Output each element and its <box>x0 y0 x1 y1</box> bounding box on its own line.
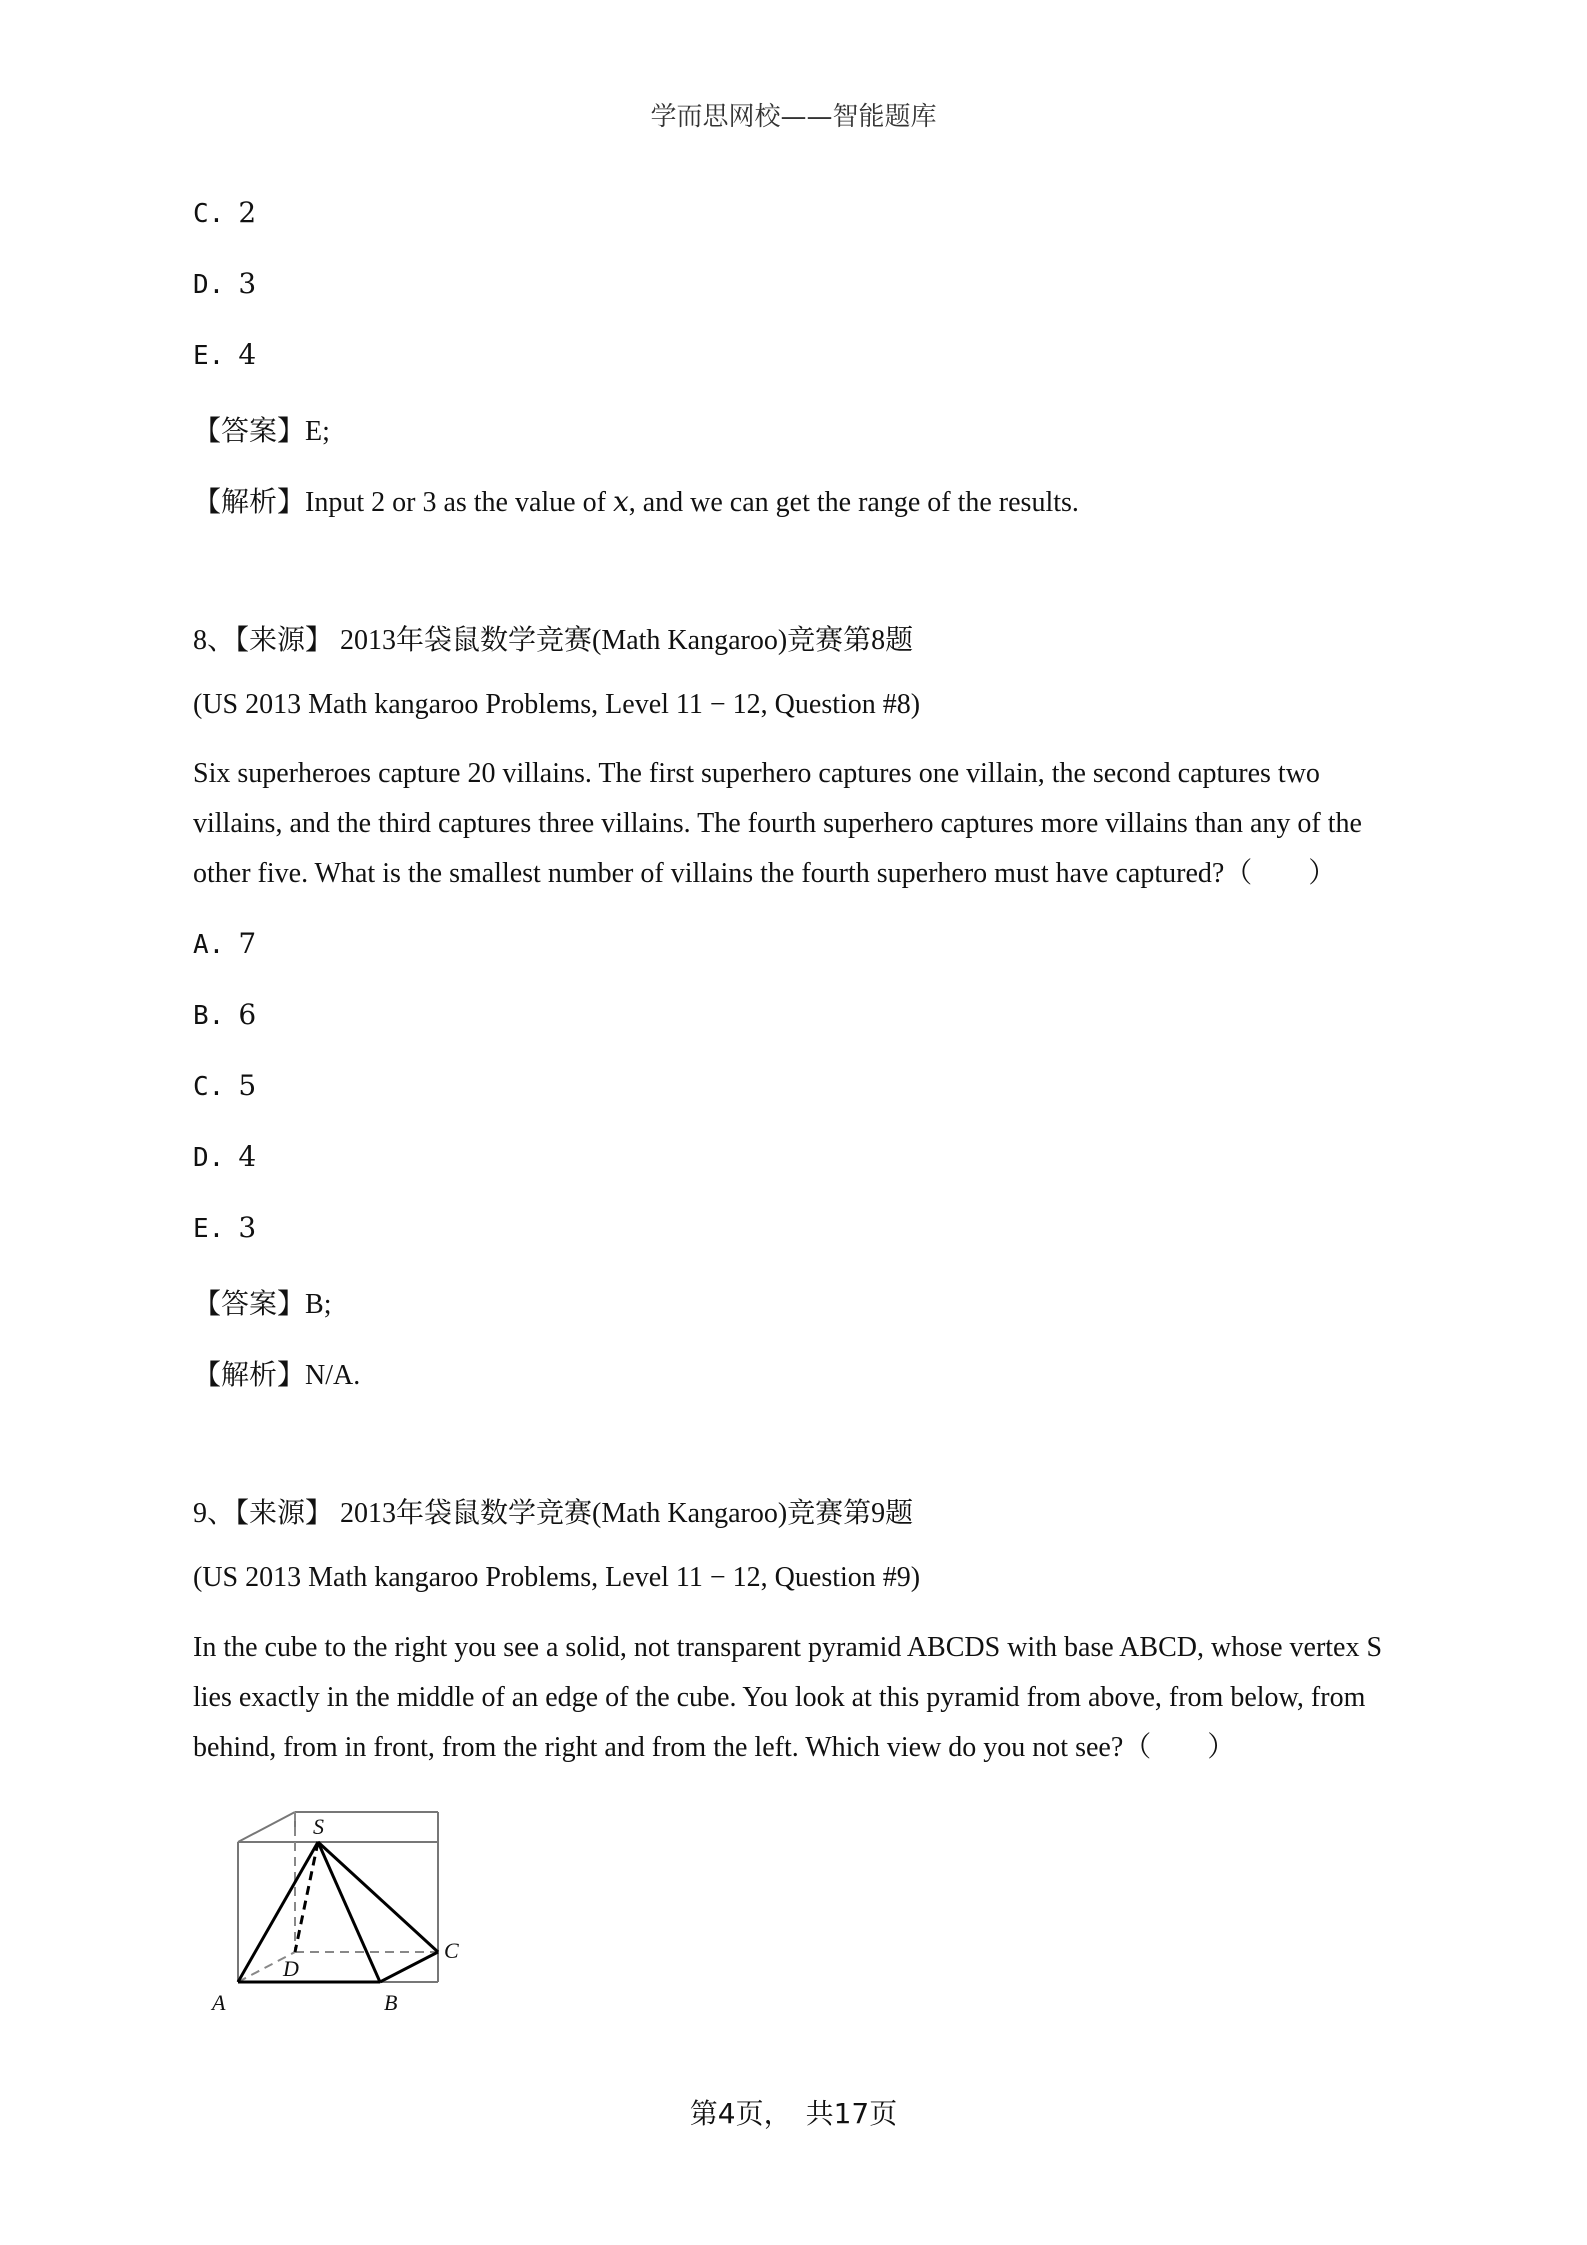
option-letter: C. <box>193 199 225 229</box>
pyramid-edges <box>238 1842 438 1982</box>
answer-label: 【答案】 <box>193 416 306 447</box>
answer-label: 【答案】 <box>193 1289 306 1320</box>
q8-analysis <box>193 1353 360 1393</box>
analysis-label: 【解析】 <box>193 487 306 518</box>
q7-analysis <box>193 480 1079 520</box>
q9-body <box>193 1623 1403 1773</box>
option-letter: D. <box>193 270 225 300</box>
q9-source: 9、【来源】 2013年袋鼠数学竞赛(Math Kangaroo)竞赛第9题 <box>193 1498 914 1529</box>
option-value: 4 <box>238 338 257 371</box>
label-s: S <box>313 1814 324 1839</box>
label-c: C <box>444 1938 459 1963</box>
option-value: 3 <box>238 1211 257 1244</box>
q9-subtitle: (US 2013 Math kangaroo Problems, Level 11 − 12, Question #9) <box>193 1562 921 1593</box>
option-value: 7 <box>238 927 257 960</box>
page-header: 学而思网校——智能题库 <box>650 102 937 132</box>
q9-body-text: In the cube to the right you see a solid, not transparent pyramid ABCDS with base ABCD, whose vertex S lies exactly in the middle of an edge of the cube. You look at this pyramid from above, from below, from behind, from in front, from the right and from the left. Which view do you not see?（ ） <box>193 1632 1383 1763</box>
q7-option-c <box>193 196 256 230</box>
q7-option-d <box>193 267 256 301</box>
q7-answer <box>193 409 330 449</box>
pyramid-edge-sb <box>318 1842 380 1982</box>
label-d: D <box>283 1956 299 1981</box>
cube-edge <box>238 1812 295 1842</box>
q8-source: 8、【来源】 2013年袋鼠数学竞赛(Math Kangaroo)竞赛第8题 <box>193 625 914 656</box>
pyramid-edge-sd <box>295 1842 318 1952</box>
option-letter: D. <box>193 1143 225 1173</box>
q8-body-text: Six superheroes capture 20 villains. The first superhero captures one villain, the second captures two villains, and the third captures three villains. The fourth superhero captures more villains than any of the other five. What is the smallest number of villains the fourth superhero must have captured?（ ） <box>193 758 1362 889</box>
hidden-edges <box>238 1812 438 1982</box>
option-value: 3 <box>238 267 257 300</box>
analysis-variable: x <box>612 485 629 518</box>
cube-pyramid-figure <box>200 1780 500 2020</box>
option-value: 5 <box>238 1069 257 1102</box>
option-letter: C. <box>193 1072 225 1102</box>
option-letter: B. <box>193 1001 225 1031</box>
pyramid-edge-sc <box>318 1842 438 1952</box>
answer-value: B; <box>305 1289 332 1320</box>
option-value: 6 <box>238 998 257 1031</box>
option-letter: E. <box>193 1214 225 1244</box>
q8-option-e <box>193 1211 256 1245</box>
q8-option-d <box>193 1140 256 1174</box>
label-a: A <box>212 1990 226 2015</box>
q8-answer <box>193 1282 331 1322</box>
analysis-text-pre: Input 2 or 3 as the value of <box>305 487 613 518</box>
answer-value: E; <box>305 416 330 447</box>
option-value: 4 <box>238 1140 257 1173</box>
page-footer: 第4页， 共17页 <box>689 2097 898 2130</box>
cube-edges <box>238 1812 438 1982</box>
option-letter: A. <box>193 930 225 960</box>
label-b: B <box>384 1990 398 2015</box>
analysis-label: 【解析】 <box>193 1360 306 1391</box>
q8-subtitle: (US 2013 Math kangaroo Problems, Level 11 − 12, Question #8) <box>193 689 921 720</box>
option-value: 2 <box>238 196 257 229</box>
pyramid-edge-bc <box>380 1952 438 1982</box>
analysis-text-post: , and we can get the range of the results. <box>628 487 1079 518</box>
q8-option-b <box>193 998 256 1032</box>
option-letter: E. <box>193 341 225 371</box>
q8-option-a <box>193 927 256 961</box>
q8-body <box>193 749 1403 899</box>
analysis-value: N/A. <box>305 1360 361 1391</box>
q8-option-c <box>193 1069 256 1103</box>
q7-option-e <box>193 338 256 372</box>
